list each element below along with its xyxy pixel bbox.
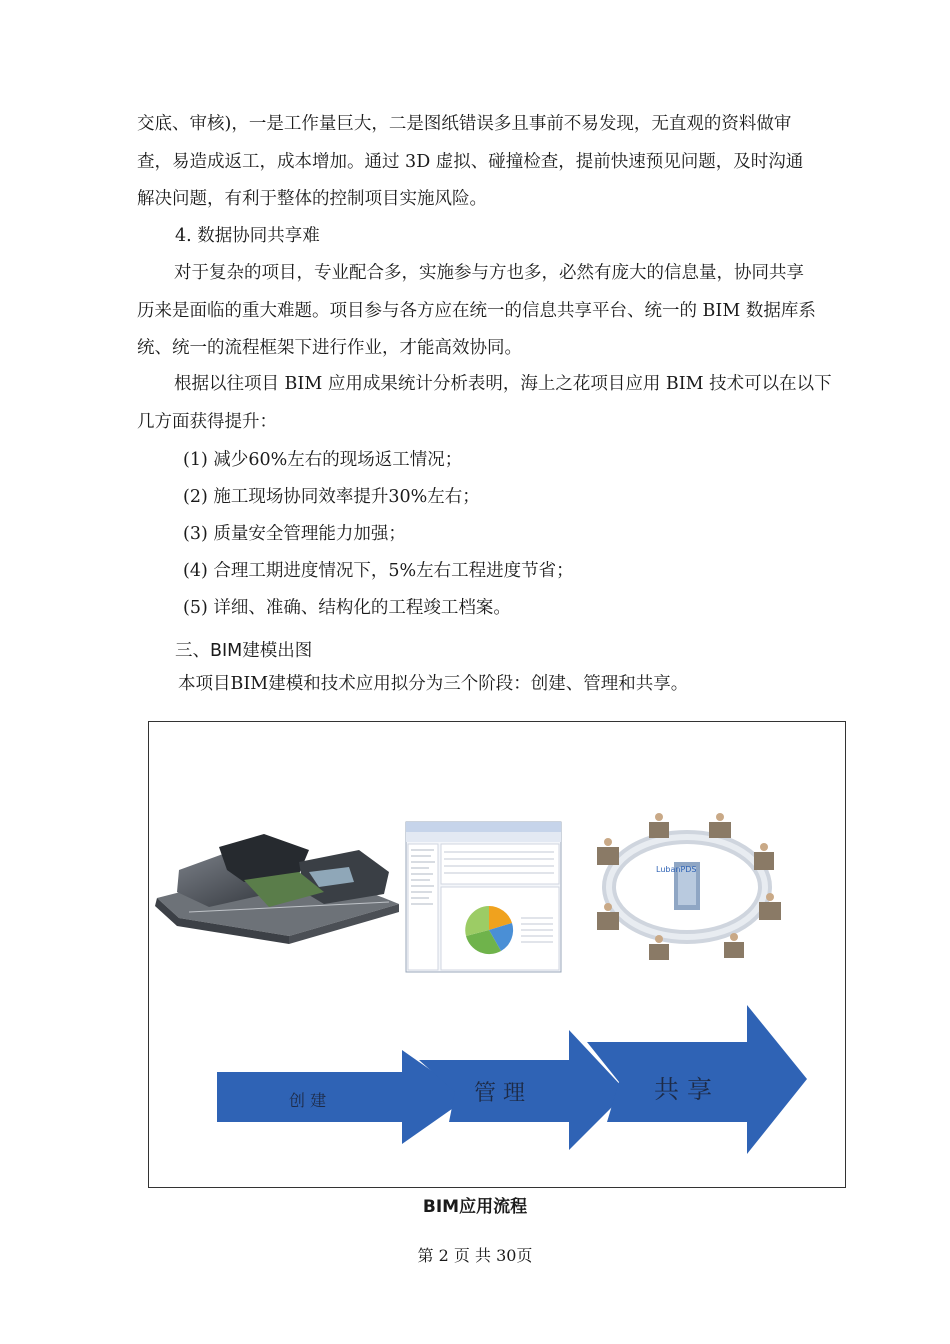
paragraph-line: 根据以往项目 BIM 应用成果统计分析表明，海上之花项目应用 BIM 技术可以在以下 [174,374,832,394]
benefit-item: (3) 质量安全管理能力加强； [183,524,406,544]
section-3-heading: 三、BIM建模出图 [175,641,313,661]
bim-flow-figure [148,721,846,1188]
benefit-item: (2) 施工现场协同效率提升30%左右； [183,487,480,507]
stage-label-share: 共 享 [654,1075,712,1104]
pie-chart-icon [465,906,513,954]
paragraph-line: 解决问题，有利于整体的控制项目实施风险。 [137,189,487,209]
building-model-icon [155,834,399,944]
paragraph-3 [137,366,862,441]
paragraph-2 [137,255,862,368]
page-footer: 第 2 页 共 30页 [417,1246,533,1265]
collaboration-platform-icon [597,813,781,960]
paragraph-line: 对于复杂的项目，专业配合多，实施参与方也多，必然有庞大的信息量，协同共享 [174,263,804,283]
bim-flow-diagram [149,722,845,1187]
section-4-title: 4. 数据协同共享难 [175,226,320,246]
paragraph-line: 几方面获得提升： [137,411,277,432]
benefit-item: (4) 合理工期进度情况下，5%左右工程进度节省； [183,561,574,581]
share-arrow [587,1005,807,1154]
benefit-item: (1) 减少60%左右的现场返工情况； [183,450,463,470]
paragraph-line: 交底、审核)，一是工作量巨大，二是图纸错误多且事前不易发现，无直观的资料做审 [137,114,792,134]
paragraph-line: 查，易造成返工，成本增加。通过 3D 虚拟、碰撞检查，提前快速预见问题，及时沟通 [137,151,804,172]
paragraph-1 [137,106,862,219]
benefit-item: (5) 详细、准确、结构化的工程竣工档案。 [183,598,511,618]
paragraph-line: 统、统一的流程框架下进行作业，才能高效协同。 [137,338,522,358]
stage-label-create: 创 建 [289,1091,327,1110]
stage-label-manage: 管 理 [474,1081,525,1106]
paragraph-line: 历来是面临的重大难题。项目参与各方应在统一的信息共享平台、统一的 BIM 数据库系 [137,300,816,321]
center-node-label: LubanPDS [656,865,697,874]
figure-caption: BIM应用流程 [422,1197,528,1217]
paragraph-4: 本项目BIM建模和技术应用拟分为三个阶段：创建、管理和共享。 [178,674,689,694]
management-software-icon [406,822,561,972]
